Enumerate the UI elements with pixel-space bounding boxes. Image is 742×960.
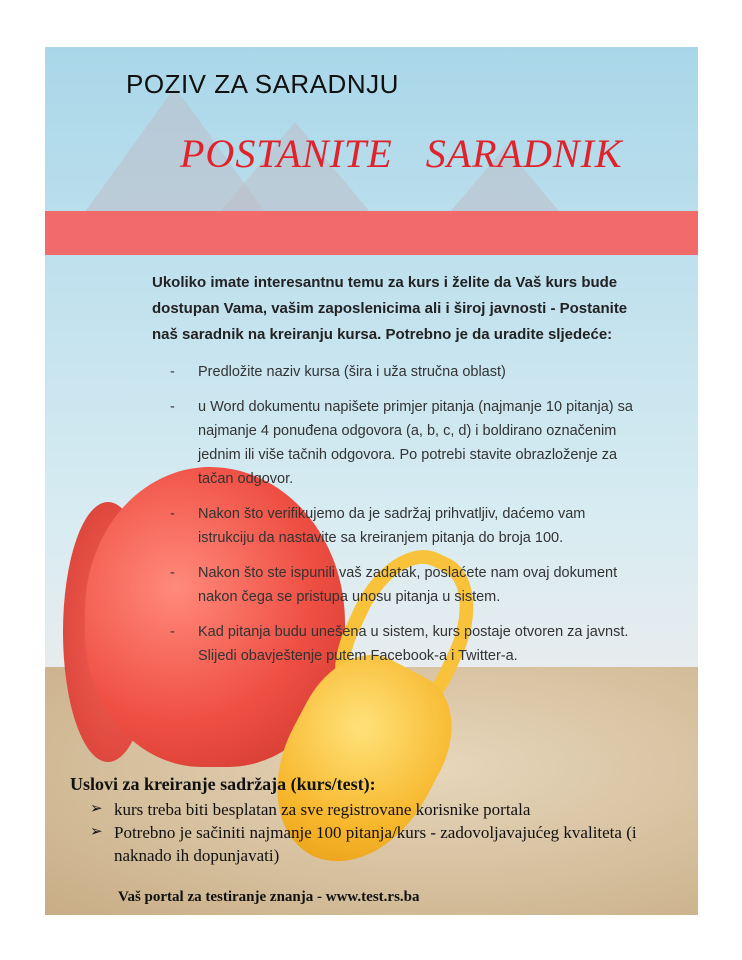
list-item: - u Word dokumentu napišete primjer pitanja (najmanje 10 pitanja) sa najmanje 4 ponuđena odgovora (a, b, c, d) i boldirano označenim jednim ili više tačnih odgovora. Po potrebi stavite obrazloženje za tačan odgovor. bbox=[170, 395, 640, 491]
subtitle: POZIV ZA SARADNJU bbox=[126, 69, 399, 99]
conditions-title: Uslovi za kreiranje sadržaja (kurs/test): bbox=[70, 774, 376, 794]
dash-bullet: - bbox=[170, 364, 175, 380]
page-title: POSTANITE SARADNIK bbox=[180, 131, 623, 176]
intro-paragraph: Ukoliko imate interesantnu temu za kurs i želite da Vaš kurs bude dostupan Vama, vašim zaposlenicima ali i široj javnosti - Postanite naš saradnik na kreiranju kursa. Potrebno je da uradite sljedeće: bbox=[152, 274, 628, 343]
arrow-bullet-icon: ➢ bbox=[90, 801, 103, 817]
arrow-bullet-icon: ➢ bbox=[90, 824, 103, 840]
steps-list bbox=[170, 360, 640, 679]
dash-bullet: - bbox=[170, 565, 175, 581]
footer-text: Vaš portal za testiranje znanja - www.test.rs.ba bbox=[118, 889, 420, 905]
dash-bullet: - bbox=[170, 624, 175, 640]
dash-bullet: - bbox=[170, 506, 175, 522]
list-item: ➢ Potrebno je sačiniti najmanje 100 pitanja/kurs - zadovoljavajućeg kvaliteta (i naknado ih dopunjavati) bbox=[90, 823, 637, 865]
list-item: - Nakon što ste ispunili vaš zadatak, poslaćete nam ovaj dokument nakon čega se pristupa unosu pitanja u sistem. bbox=[170, 561, 640, 609]
dash-bullet: - bbox=[170, 399, 175, 415]
list-item: - Predložite naziv kursa (šira i uža stručna oblast) bbox=[170, 360, 640, 384]
list-item: - Kad pitanja budu unešena u sistem, kurs postaje otvoren za javnst. Slijedi obavještenje putem Facebook-a i Twitter-a. bbox=[170, 620, 640, 668]
list-item: - Nakon što verifikujemo da je sadržaj prihvatljiv, daćemo vam istrukciju da nastavite sa kreiranjem pitanja do broja 100. bbox=[170, 502, 640, 550]
conditions-list bbox=[90, 798, 670, 867]
list-item: ➢ kurs treba biti besplatan za sve registrovane korisnike portala bbox=[90, 800, 531, 819]
